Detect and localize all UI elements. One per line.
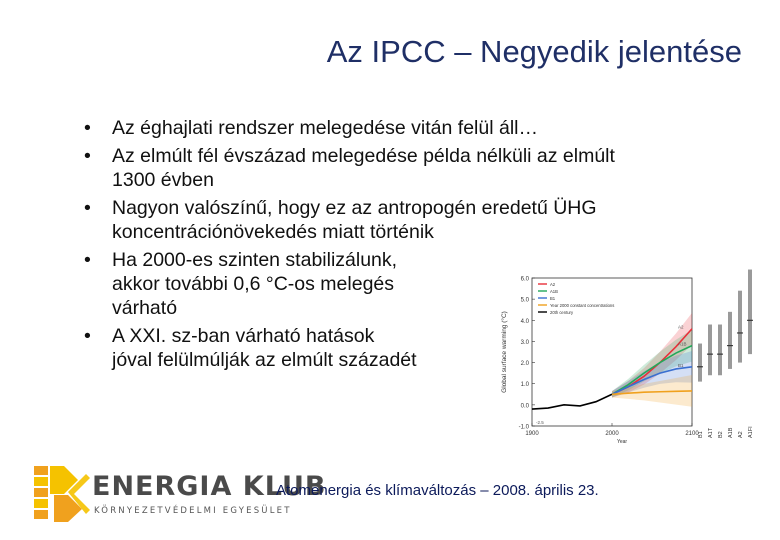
x-tick-label: 2100	[685, 431, 699, 437]
scenario-range-bar	[698, 344, 702, 382]
scenario-range-bar	[728, 312, 732, 369]
bullet-marker: •	[84, 325, 91, 347]
bullet-text-line: jóval felülmúlják az elmúlt századét	[112, 349, 417, 371]
legend-label: A2	[550, 282, 556, 287]
bullet-text-line: akkor további 0,6 °C-os melegés	[112, 273, 395, 295]
bullet-marker: •	[84, 197, 91, 219]
bullet-marker: •	[84, 145, 91, 167]
y-tick-label: -1.0	[518, 424, 529, 431]
scenario-range-bar	[708, 325, 712, 376]
footer-text: Atomenergia és klímaváltozás – 2008. április 23.	[276, 482, 599, 499]
logo-name: ENERGIA KLUB	[92, 471, 327, 502]
legend-label: B1	[550, 296, 556, 301]
scenario-label: A1B	[728, 427, 734, 438]
scenario-range-bar	[738, 291, 742, 363]
bullet-text-line: Ha 2000-es szinten stabilizálunk,	[112, 249, 398, 271]
bullet-text-line: A XXI. sz-ban várható hatások	[112, 325, 375, 347]
y-tick-label: 1.0	[520, 382, 529, 389]
scenario-range-bar	[748, 270, 752, 355]
y-tick-label: 0.0	[520, 403, 529, 410]
y-tick-label: 5.0	[520, 297, 529, 304]
scenario-label: B2	[718, 431, 724, 438]
chart-annotation: -2.5	[536, 419, 544, 425]
bullet-text-line: koncentrációnövekedés miatt történik	[112, 221, 434, 243]
legend-label: 20th century	[550, 310, 574, 315]
y-tick-label: 6.0	[520, 276, 529, 283]
x-tick-label: 2000	[605, 431, 619, 437]
chart-svg	[496, 268, 756, 452]
logo-emblem-icon	[28, 462, 92, 526]
bullet-text-line: 1300 évben	[112, 169, 214, 191]
legend-label: A1B	[550, 289, 558, 294]
bullet-text-line: Nagyon valószínű, hogy ez az antropogén eredetű ÜHG	[112, 197, 597, 219]
scenario-label: A1FI	[748, 426, 754, 438]
y-tick-label: 2.0	[520, 361, 529, 368]
legend-label: Year 2000 constant concentrations	[550, 303, 615, 308]
bullet-item	[84, 116, 744, 140]
x-axis-label: Year	[616, 439, 628, 445]
chart-annotation: A1B	[678, 341, 687, 347]
chart-background	[496, 268, 756, 452]
bullet-text-line: várható	[112, 297, 178, 319]
bullet-item	[84, 144, 744, 192]
logo-subtitle: KÖRNYEZETVÉDELMI EGYESÜLET	[94, 506, 292, 516]
bullet-item	[84, 196, 744, 244]
bullet-marker: •	[84, 249, 91, 271]
y-axis-label: Global surface warming (°C)	[501, 311, 508, 393]
bullet-marker: •	[84, 117, 91, 139]
slide-title: Az IPCC – Negyedik jelentése	[326, 34, 742, 69]
scenario-label: B1	[698, 431, 704, 438]
bullet-text-line: Az éghajlati rendszer melegedése vitán felül áll…	[112, 117, 538, 139]
y-tick-label: 3.0	[520, 339, 529, 346]
ipcc-warming-chart	[496, 268, 756, 452]
chart-annotation: A2	[678, 324, 684, 330]
y-tick-label: 4.0	[520, 318, 529, 325]
scenario-label: A1T	[708, 427, 714, 438]
chart-annotation: B1	[678, 362, 684, 368]
scenario-range-bar	[718, 325, 722, 376]
scenario-label: A2	[738, 431, 744, 438]
bullet-text-line: Az elmúlt fél évszázad melegedése példa nélküli az elmúlt	[112, 145, 615, 167]
x-tick-label: 1900	[525, 431, 539, 437]
